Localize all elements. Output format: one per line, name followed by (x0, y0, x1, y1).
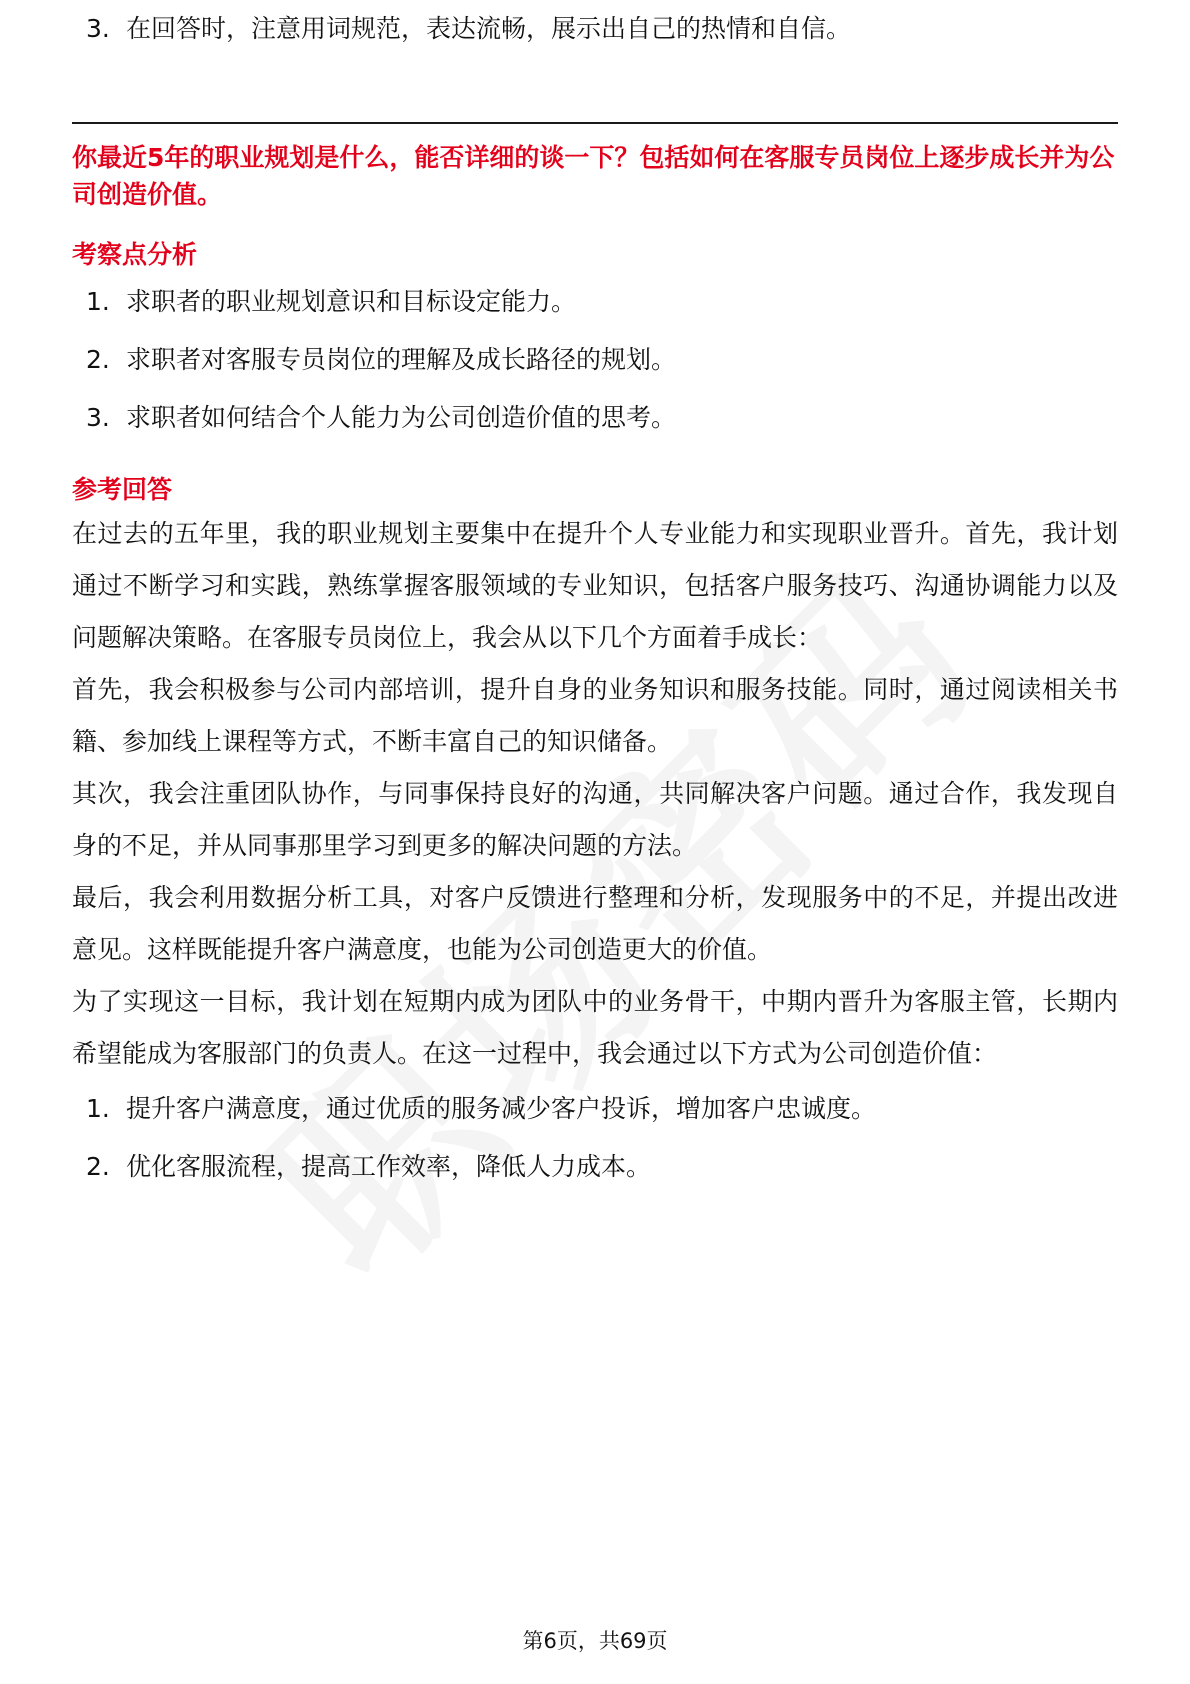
list-item-number: 2. (86, 1152, 110, 1181)
list-item-text: 求职者对客服专员岗位的理解及成长路径的规划。 (126, 345, 677, 374)
list-item-text: 优化客服流程，提高工作效率，降低人力成本。 (126, 1152, 652, 1181)
list-item-number: 2. (86, 345, 110, 374)
answer-paragraph: 首先，我会积极参与公司内部培训，提升自身的业务知识和服务技能。同时，通过阅读相关书籍、参加线上课程等方式，不断丰富自己的知识储备。 (72, 675, 1118, 756)
list-item-number: 1. (86, 1094, 110, 1123)
list-item-text: 求职者的职业规划意识和目标设定能力。 (126, 287, 577, 316)
analysis-list (72, 273, 1118, 447)
list-item (72, 331, 1118, 389)
value-list (72, 1080, 1118, 1196)
list-item (72, 1080, 1118, 1138)
list-item (72, 0, 1118, 58)
section-divider (72, 122, 1118, 124)
page-footer: 第6页，共69页 (522, 1629, 668, 1653)
previous-answer-list (72, 0, 1118, 58)
answer-paragraph: 在过去的五年里，我的职业规划主要集中在提升个人专业能力和实现职业晋升。首先，我计划通过不断学习和实践，熟练掌握客服领域的专业知识，包括客户服务技巧、沟通协调能力以及问题解决策略。在客服专员岗位上，我会从以下几个方面着手成长： (72, 519, 1118, 652)
answer-paragraph: 为了实现这一目标，我计划在短期内成为团队中的业务骨干，中期内晋升为客服主管，长期内希望能成为客服部门的负责人。在这一过程中，我会通过以下方式为公司创造价值： (72, 987, 1118, 1068)
list-item-text: 在回答时，注意用词规范，表达流畅，展示出自己的热情和自信。 (126, 14, 852, 43)
list-item-number: 3. (86, 403, 110, 432)
list-item (72, 273, 1118, 331)
answer-paragraph: 其次，我会注重团队协作，与同事保持良好的沟通，共同解决客户问题。通过合作，我发现自身的不足，并从同事那里学习到更多的解决问题的方法。 (72, 779, 1118, 860)
analysis-title: 考察点分析 (72, 240, 198, 269)
list-item-number: 3. (86, 14, 110, 43)
list-item (72, 1138, 1118, 1196)
page-content (72, 0, 1118, 1196)
list-item-text: 求职者如何结合个人能力为公司创造价值的思考。 (126, 403, 677, 432)
answer-title: 参考回答 (72, 475, 173, 504)
list-item-number: 1. (86, 287, 110, 316)
question-heading: 你最近5年的职业规划是什么，能否详细的谈一下？包括如何在客服专员岗位上逐步成长并为公司创造价值。 (72, 143, 1115, 209)
list-item (72, 389, 1118, 447)
answer-paragraph: 最后，我会利用数据分析工具，对客户反馈进行整理和分析，发现服务中的不足，并提出改进意见。这样既能提升客户满意度，也能为公司创造更大的价值。 (72, 883, 1118, 964)
list-item-text: 提升客户满意度，通过优质的服务减少客户投诉，增加客户忠诚度。 (126, 1094, 877, 1123)
